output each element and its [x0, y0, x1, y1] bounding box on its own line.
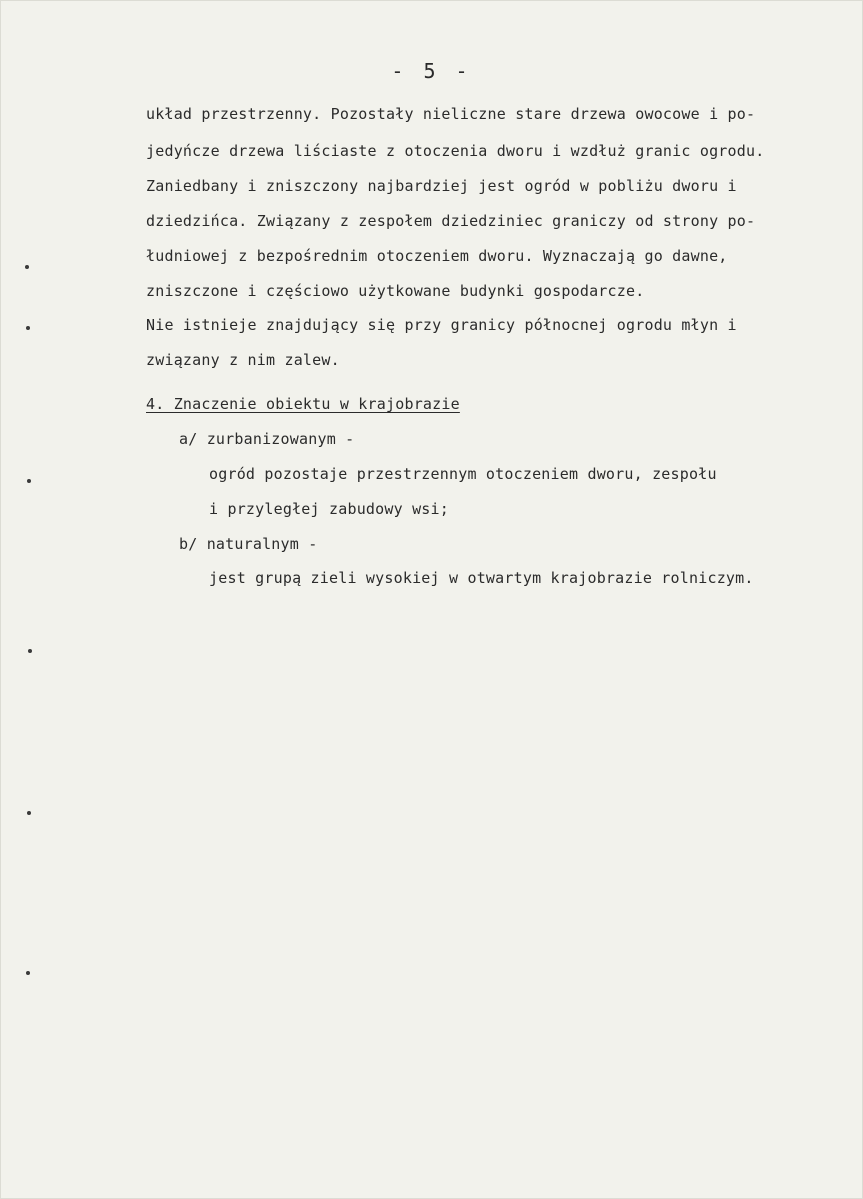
- section-heading: 4. Znaczenie obiektu w krajobrazie: [146, 395, 460, 413]
- paragraph-line: zniszczone i częściowo użytkowane budynki gospodarcze.: [146, 282, 645, 300]
- paragraph-line: związany z nim zalew.: [146, 351, 340, 369]
- list-item-a-label: a/ zurbanizowanym -: [179, 430, 355, 448]
- margin-dot: [28, 649, 32, 653]
- paragraph-line: jedyńcze drzewa liściaste z otoczenia dworu i wzdłuż granic ogrodu.: [146, 142, 765, 160]
- list-item-a-text: i przyległej zabudowy wsi;: [209, 500, 449, 518]
- paragraph-line: łudniowej z bezpośrednim otoczeniem dworu. Wyznaczają go dawne,: [146, 247, 728, 265]
- paragraph-line: dziedzińca. Związany z zespołem dziedziniec graniczy od strony po-: [146, 212, 756, 230]
- list-item-b-label: b/ naturalnym -: [179, 535, 318, 553]
- margin-dot: [25, 265, 29, 269]
- page-number: - 5 -: [391, 59, 472, 83]
- margin-dot: [27, 811, 31, 815]
- paragraph-line: Zaniedbany i zniszczony najbardziej jest ogród w pobliżu dworu i: [146, 177, 737, 195]
- paragraph-line: układ przestrzenny. Pozostały nieliczne stare drzewa owocowe i po-: [146, 105, 756, 123]
- paragraph-line: Nie istnieje znajdujący się przy granicy północnej ogrodu młyn i: [146, 316, 737, 334]
- list-item-b-text: jest grupą zieli wysokiej w otwartym krajobrazie rolniczym.: [209, 569, 754, 587]
- list-item-a-text: ogród pozostaje przestrzennym otoczeniem dworu, zespołu: [209, 465, 717, 483]
- margin-dot: [27, 479, 31, 483]
- margin-dot: [26, 971, 30, 975]
- margin-dot: [26, 326, 30, 330]
